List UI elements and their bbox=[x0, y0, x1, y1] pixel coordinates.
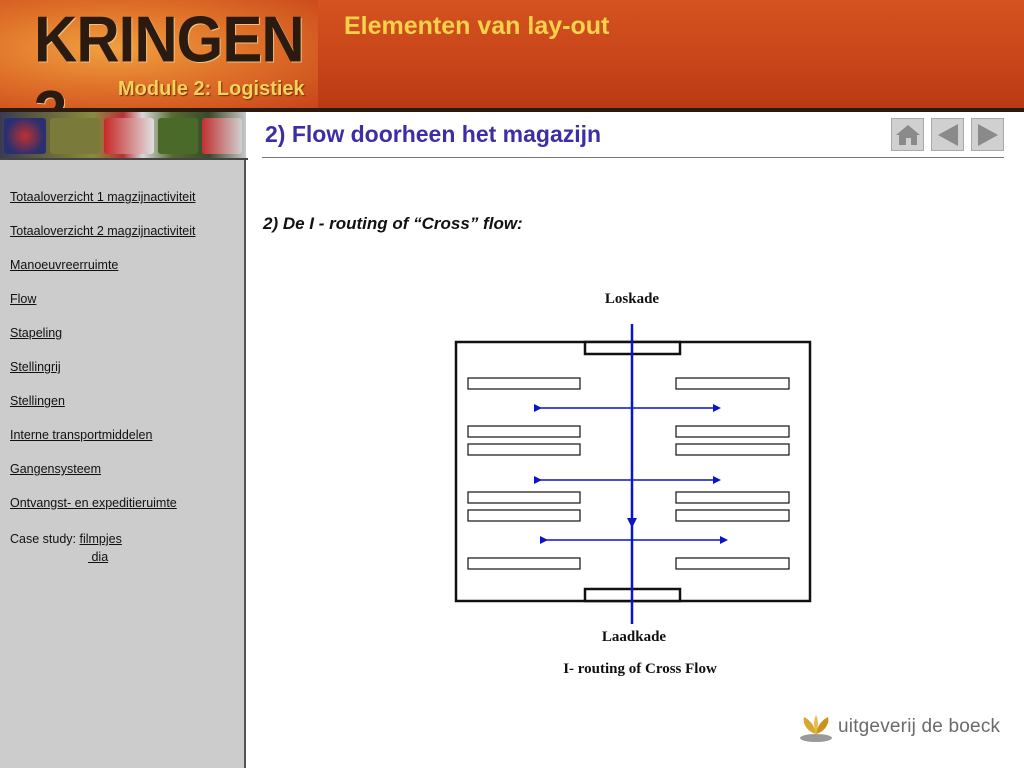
header-banner bbox=[0, 0, 1024, 108]
case-study bbox=[10, 532, 122, 564]
sidebar-item-manoeuvreerruimte bbox=[10, 258, 196, 292]
arrow-left-icon bbox=[935, 122, 961, 148]
section-title: Elementen van lay-out bbox=[344, 12, 610, 40]
rack-left-4 bbox=[468, 492, 580, 503]
rack-left-6 bbox=[468, 558, 580, 569]
sidebar-item-totaaloverzicht-2 bbox=[10, 224, 196, 258]
sidebar-link[interactable]: Interne transportmiddelen bbox=[10, 428, 153, 442]
rack-left-1 bbox=[468, 378, 580, 389]
sidebar bbox=[0, 160, 246, 768]
sidebar-link[interactable]: Totaaloverzicht 2 magzijnactiviteit bbox=[10, 224, 196, 238]
sidebar-link[interactable]: Stellingen bbox=[10, 394, 65, 408]
home-icon bbox=[895, 123, 921, 147]
main-flow-arrowhead bbox=[627, 518, 637, 528]
rack-right-2 bbox=[676, 426, 789, 437]
home-button[interactable] bbox=[891, 118, 924, 151]
sidebar-item-flow bbox=[10, 292, 196, 326]
rack-right-6 bbox=[676, 558, 789, 569]
rack-right-5 bbox=[676, 510, 789, 521]
sidebar-item-gangensysteem bbox=[10, 462, 196, 496]
rack-left-2 bbox=[468, 426, 580, 437]
sidebar-link[interactable]: Stellingrij bbox=[10, 360, 61, 374]
sidebar-menu bbox=[10, 190, 196, 530]
sidebar-item-totaaloverzicht-1 bbox=[10, 190, 196, 224]
diagram-caption: I- routing of Cross Flow bbox=[563, 661, 717, 677]
title-divider bbox=[262, 157, 1004, 158]
publisher-logo bbox=[798, 712, 1008, 746]
cross-flow-diagram bbox=[440, 280, 840, 690]
sidebar-item-interne-transportmiddelen bbox=[10, 428, 196, 462]
logo-title: KRINGEN bbox=[34, 3, 304, 76]
sidebar-link[interactable]: Ontvangst- en expeditieruimte bbox=[10, 496, 177, 510]
logo bbox=[0, 0, 318, 108]
sidebar-link[interactable]: Gangensysteem bbox=[10, 462, 102, 476]
sidebar-item-stellingrij bbox=[10, 360, 196, 394]
rack-right-4 bbox=[676, 492, 789, 503]
sidebar-item-stapeling bbox=[10, 326, 196, 360]
rack-right-1 bbox=[676, 378, 789, 389]
rack-left-5 bbox=[468, 510, 580, 521]
filmpjes-link[interactable]: filmpjes bbox=[79, 532, 122, 546]
case-study-label: Case study: bbox=[10, 532, 80, 546]
rack-right-3 bbox=[676, 444, 789, 455]
photo-strip-image bbox=[0, 112, 246, 160]
rack-left-3 bbox=[468, 444, 580, 455]
previous-button[interactable] bbox=[931, 118, 964, 151]
leaf-logo-icon bbox=[798, 714, 834, 744]
slide-subtitle: 2) De I - routing of “Cross” flow: bbox=[263, 214, 523, 233]
sidebar-link[interactable]: Stapeling bbox=[10, 326, 63, 340]
sidebar-link[interactable]: Flow bbox=[10, 292, 37, 306]
next-button[interactable] bbox=[971, 118, 1004, 151]
publisher-name: uitgeverij de boeck bbox=[838, 716, 1001, 737]
sidebar-item-ontvangst-expeditieruimte bbox=[10, 496, 196, 530]
sidebar-link[interactable]: Totaaloverzicht 1 magzijnactiviteit bbox=[10, 190, 196, 204]
laadkade-label: Laadkade bbox=[601, 629, 667, 645]
page-title: 2) Flow doorheen het magazijn bbox=[265, 121, 602, 147]
sidebar-link[interactable]: Manoeuvreerruimte bbox=[10, 258, 119, 272]
logo-subtitle: Module 2: Logistiek bbox=[118, 78, 305, 100]
dia-link[interactable]: dia bbox=[88, 550, 109, 564]
sidebar-item-stellingen bbox=[10, 394, 196, 428]
loskade-label: Loskade bbox=[604, 291, 660, 307]
arrow-right-icon bbox=[975, 122, 1001, 148]
